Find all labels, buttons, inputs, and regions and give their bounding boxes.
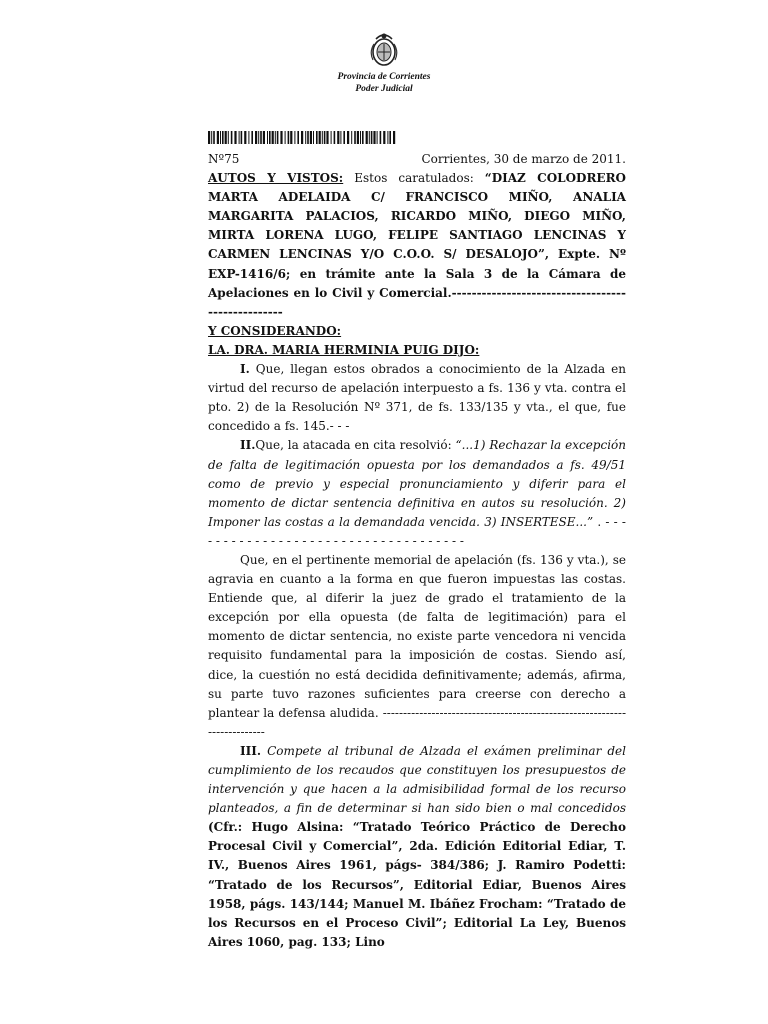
considerando-heading: Y CONSIDERANDO: xyxy=(208,323,342,338)
autos-text: Estos caratulados: xyxy=(343,171,485,186)
p4-citations: (Cfr.: Hugo Alsina: “Tratado Teórico Práctico de Derecho Procesal Civil y Comercial”, 2da. Edición Editorial Ediar, T. IV., Buenos Aires 1961, págs- 384/386; J. Ramiro Podetti: “Tratado de los Recursos”, Editorial Ediar, Buenos Aires 1958, págs. 143/144; Manuel M. Ibáñez Frocham: “Tratado de los Recursos en el Proceso Civil”; Editorial La Ley, Buenos Aires 1060, pag. 133; Lino xyxy=(208,820,626,949)
p2-text: Que, la atacada en cita resolvió: xyxy=(255,438,456,453)
p2-quote: “...1) Rechazar la excepción de falta de legitimación opuesta por los demandados a fs. 49/51 como de previo y especial pronunciamiento y diferir para el momento de dictar sentencia definitiva en autos su resolución. 2) Imponer las costas a la demandada vencida. 3) INSERTESE...” xyxy=(208,438,627,529)
p1-text: Que, llegan estos obrados a conocimiento de la Alzada en virtud del recurso de apelación interpuesto a fs. 136 y vta. contra el pto. 2) de la Resolución Nº 371, de fs. 133/135 y vta., el que, fue concedido a fs. 145.- - - xyxy=(208,362,626,434)
number-date-line xyxy=(208,150,626,169)
coat-of-arms-seal xyxy=(365,30,403,70)
header-province: Provincia de Corrientes xyxy=(337,72,431,82)
case-caption xyxy=(208,169,626,322)
caption-dashes: -------------------------------------------------- xyxy=(208,285,626,319)
paragraph-1 xyxy=(208,360,626,436)
barcode xyxy=(208,131,396,144)
resolution-number: Nº75 xyxy=(208,152,240,166)
case-title: “DIAZ COLODRERO MARTA ADELAIDA C/ FRANCISCO MIÑO, ANALIA MARGARITA PALACIOS, RICARDO MIÑO, DIEGO MIÑO, MIRTA LORENA LUGO, FELIPE SANTIAGO LENCINAS Y CARMEN LENCINAS Y/O C.O.O. S/ DESALOJO”, Expte. Nº EXP-1416/6; en trámite ante la Sala 3 de la Cámara de Apelaciones en lo Civil y Comercial. xyxy=(208,171,627,300)
p3-text: Que, en el pertinente memorial de apelación (fs. 136 y vta.), se agravia en cuanto a la forma en que fueron impuestas las costas. Entiende que, al diferir la juez de grado el tratamiento de la excepción por ella opuesta (de falta de legitimación) para el momento de dictar sentencia, no existe parte vencedora ni vencida requisito fundamental para la imposición de costas. Siendo así, dice, la cuestión no está decidida definitivamente; además, afirma, su parte tuvo razones suficientes para creerse con derecho a plantear la defensa aludida. xyxy=(208,552,626,720)
p4-label: III. xyxy=(240,743,262,758)
document-body xyxy=(208,150,626,952)
p2-dashes: . - - - - - - - - - - - - - - - - - - - - - - - - - - - - - - - - - - - - xyxy=(208,514,626,548)
paragraph-2 xyxy=(208,436,626,551)
p3-dashes: -------------------------------------------------------------------------- xyxy=(208,705,626,739)
autos-label: AUTOS Y VISTOS: xyxy=(208,171,344,186)
paragraph-4 xyxy=(208,742,626,952)
judge-heading: LA. DRA. MARIA HERMINIA PUIG DIJO: xyxy=(208,342,480,357)
paragraph-3 xyxy=(208,551,626,742)
place-date: Corrientes, 30 de marzo de 2011. xyxy=(421,152,626,166)
p2-label: II. xyxy=(240,438,256,453)
p4-italic: Compete al tribunal de Alzada el exámen preliminar del cumplimiento de los recaudos que constituyen los presupuestos de intervención y que hacen a la admisibilidad formal de los recurso planteados, a fin de determinar si han sido bien o mal concedidos xyxy=(208,743,626,816)
header-judiciary: Poder Judicial xyxy=(355,84,413,94)
p1-label: I. xyxy=(240,362,250,377)
